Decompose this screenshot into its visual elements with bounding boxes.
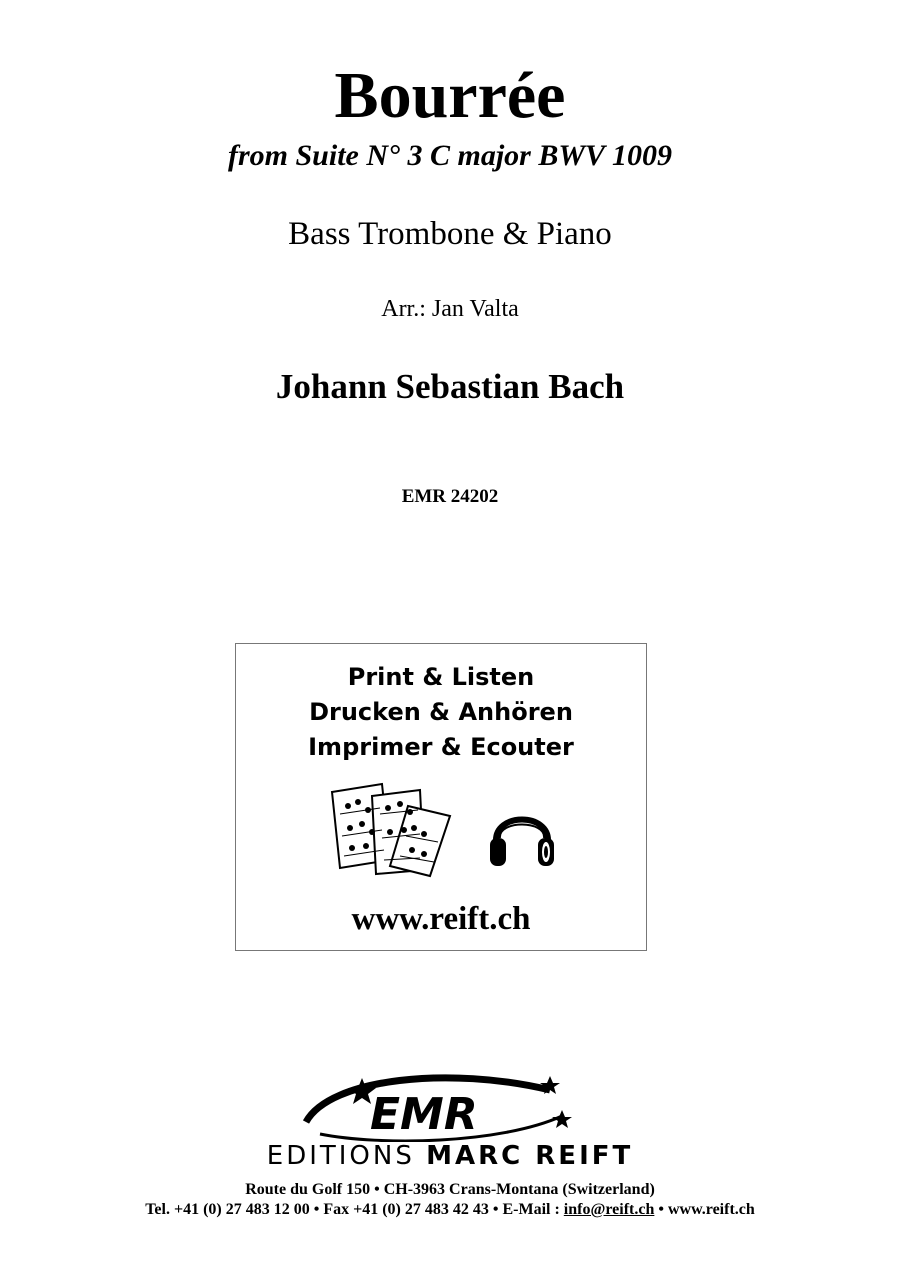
contact-phone-fax: Tel. +41 (0) 27 483 12 00 • Fax +41 (0) 27 483 42 43 • E-Mail : bbox=[145, 1201, 564, 1218]
contact-website: • www.reift.ch bbox=[654, 1201, 755, 1218]
promo-line-german: Drucken & Anhören bbox=[309, 698, 573, 726]
headphones-icon bbox=[486, 798, 558, 870]
print-listen-box bbox=[235, 643, 647, 951]
logo-text: EMR bbox=[370, 1089, 478, 1140]
page-title: Bourrée bbox=[334, 59, 566, 132]
website-link[interactable]: www.reift.ch bbox=[351, 901, 531, 937]
email-link[interactable]: info@reift.ch bbox=[563, 1201, 655, 1218]
promo-line-french: Imprimer & Ecouter bbox=[308, 733, 574, 761]
wordmark-editions: EDITIONS bbox=[266, 1141, 427, 1171]
subtitle: from Suite N° 3 C major BWV 1009 bbox=[227, 139, 673, 172]
catalog-number: EMR 24202 bbox=[401, 486, 499, 507]
publisher-wordmark bbox=[0, 1140, 900, 1172]
promo-line-english: Print & Listen bbox=[347, 663, 535, 691]
wordmark-marc: MARC bbox=[426, 1141, 536, 1171]
composer: Johann Sebastian Bach bbox=[275, 367, 625, 406]
instrumentation: Bass Trombone & Piano bbox=[288, 216, 612, 252]
arranger: Arr.: Jan Valta bbox=[381, 296, 519, 322]
sheet-music-icon bbox=[328, 782, 456, 878]
publisher-contact bbox=[0, 1200, 900, 1220]
publisher-address: Route du Golf 150 • CH-3963 Crans-Montana (Switzerland) bbox=[245, 1181, 655, 1198]
wordmark-reift: REIFT bbox=[535, 1141, 634, 1171]
emr-logo bbox=[300, 1072, 600, 1142]
